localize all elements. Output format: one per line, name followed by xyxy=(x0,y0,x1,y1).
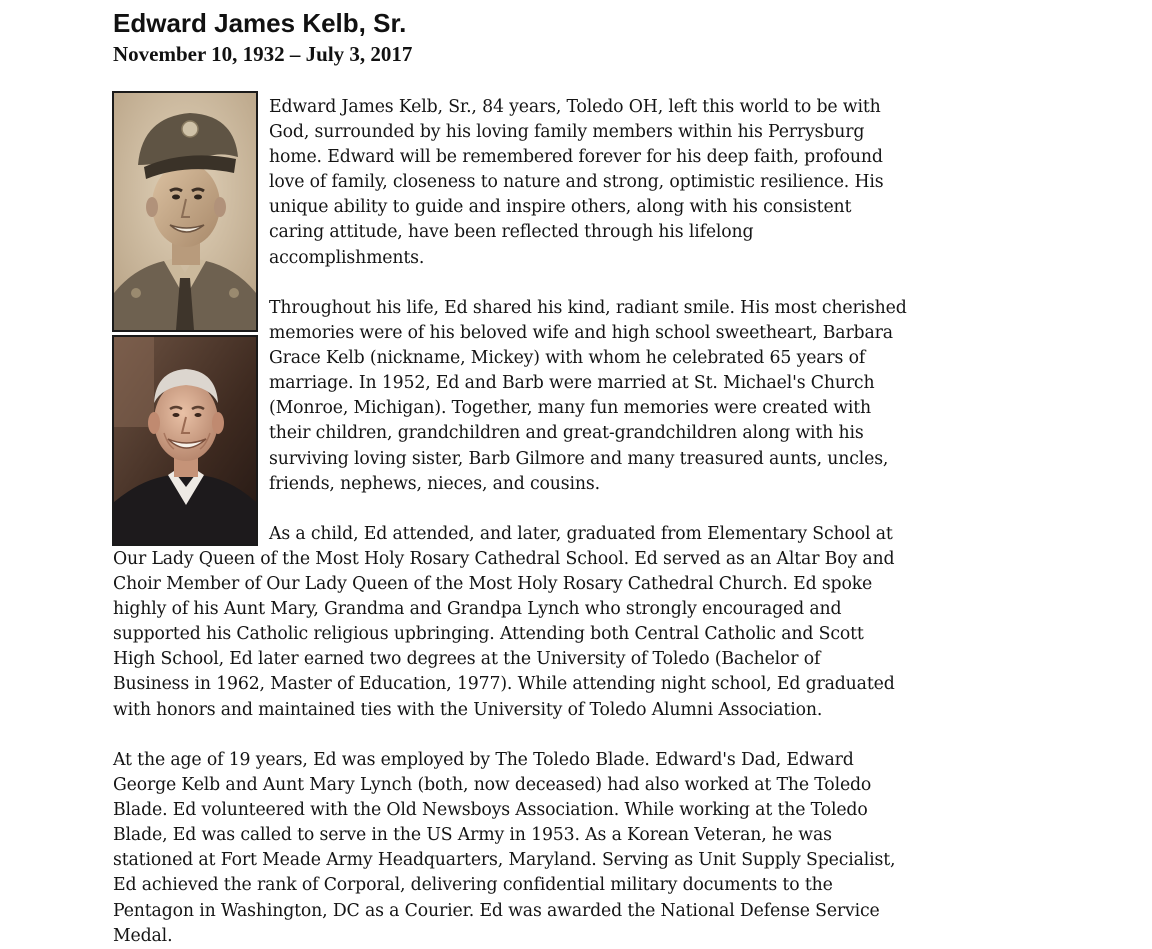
paragraph-line: At the age of 19 years, Ed was employed by The Toledo Blade. Edward's Dad, Edward xyxy=(113,750,854,770)
paragraph-line: marriage. In 1952, Ed and Barb were married at St. Michael's Church xyxy=(269,373,875,394)
paragraph-line: home. Edward will be remembered forever for his deep faith, profound xyxy=(269,147,883,168)
paragraph-line: God, surrounded by his loving family members within his Perrysburg xyxy=(269,122,865,143)
paragraph-line: stationed at Fort Meade Army Headquarters, Maryland. Serving as Unit Supply Specialist, xyxy=(113,850,896,871)
paragraph-line: memories were of his beloved wife and high school sweetheart, Barbara xyxy=(269,323,893,344)
paragraph-line: with honors and maintained ties with the University of Toledo Alumni Association. xyxy=(113,699,823,720)
paragraph-line: As a child, Ed attended, and later, graduated from Elementary School at xyxy=(269,524,893,544)
paragraph-line: supported his Catholic religious upbringing. Attending both Central Catholic and Scott xyxy=(113,624,864,645)
paragraph-line: friends, nephews, nieces, and cousins. xyxy=(269,473,600,494)
paragraph-line: caring attitude, have been reflected through his lifelong xyxy=(269,222,754,243)
page-title: Edward James Kelb, Sr. xyxy=(113,8,407,38)
military-portrait-photo xyxy=(112,91,258,332)
obituary-paragraph-4 xyxy=(113,748,895,949)
paragraph-line: accomplishments. xyxy=(269,247,425,268)
obituary-paragraph-3-first-line xyxy=(269,522,893,547)
paragraph-line: highly of his Aunt Mary, Grandma and Grandpa Lynch who strongly encouraged and xyxy=(113,599,842,620)
paragraph-line: surviving loving sister, Barb Gilmore and many treasured aunts, uncles, xyxy=(269,448,889,469)
paragraph-line: George Kelb and Aunt Mary Lynch (both, now deceased) had also worked at The Toledo xyxy=(113,775,872,796)
paragraph-line: High School, Ed later earned two degrees at the University of Toledo (Bachelor of xyxy=(113,649,821,670)
paragraph-line: their children, grandchildren and great-grandchildren along with his xyxy=(269,423,864,444)
obituary-paragraph-2 xyxy=(269,296,907,497)
paragraph-line: Choir Member of Our Lady Queen of the Most Holy Rosary Cathedral Church. Ed spoke xyxy=(113,574,873,595)
elderly-portrait-icon xyxy=(114,337,256,544)
paragraph-line: Our Lady Queen of the Most Holy Rosary Cathedral School. Ed served as an Altar Boy and xyxy=(113,549,895,569)
paragraph-line: Throughout his life, Ed shared his kind, radiant smile. His most cherished xyxy=(269,298,907,318)
paragraph-line: Grace Kelb (nickname, Mickey) with whom he celebrated 65 years of xyxy=(269,348,866,369)
paragraph-line: Ed achieved the rank of Corporal, delivering confidential military documents to the xyxy=(113,875,833,896)
obituary-paragraph-3 xyxy=(113,547,895,723)
paragraph-line: Pentagon in Washington, DC as a Courier. Ed was awarded the National Defense Service xyxy=(113,900,880,921)
paragraph-line: (Monroe, Michigan). Together, many fun memories were created with xyxy=(269,398,872,419)
military-portrait-icon xyxy=(114,93,256,330)
paragraph-line: Blade. Ed volunteered with the Old Newsboys Association. While working at the Toledo xyxy=(113,800,868,821)
paragraph-line: Business in 1962, Master of Education, 1977). While attending night school, Ed graduated xyxy=(113,674,895,695)
paragraph-line: unique ability to guide and inspire others, along with his consistent xyxy=(269,197,852,218)
paragraph-line: Blade, Ed was called to serve in the US Army in 1953. As a Korean Veteran, he was xyxy=(113,825,832,846)
elderly-portrait-photo xyxy=(112,335,258,546)
obituary-paragraph-1 xyxy=(269,95,883,271)
life-dates: November 10, 1932 – July 3, 2017 xyxy=(113,42,413,66)
paragraph-line: Edward James Kelb, Sr., 84 years, Toledo OH, left this world to be with xyxy=(269,97,881,117)
paragraph-line: Medal. xyxy=(113,925,173,946)
paragraph-line: love of family, closeness to nature and strong, optimistic resilience. His xyxy=(269,172,884,193)
